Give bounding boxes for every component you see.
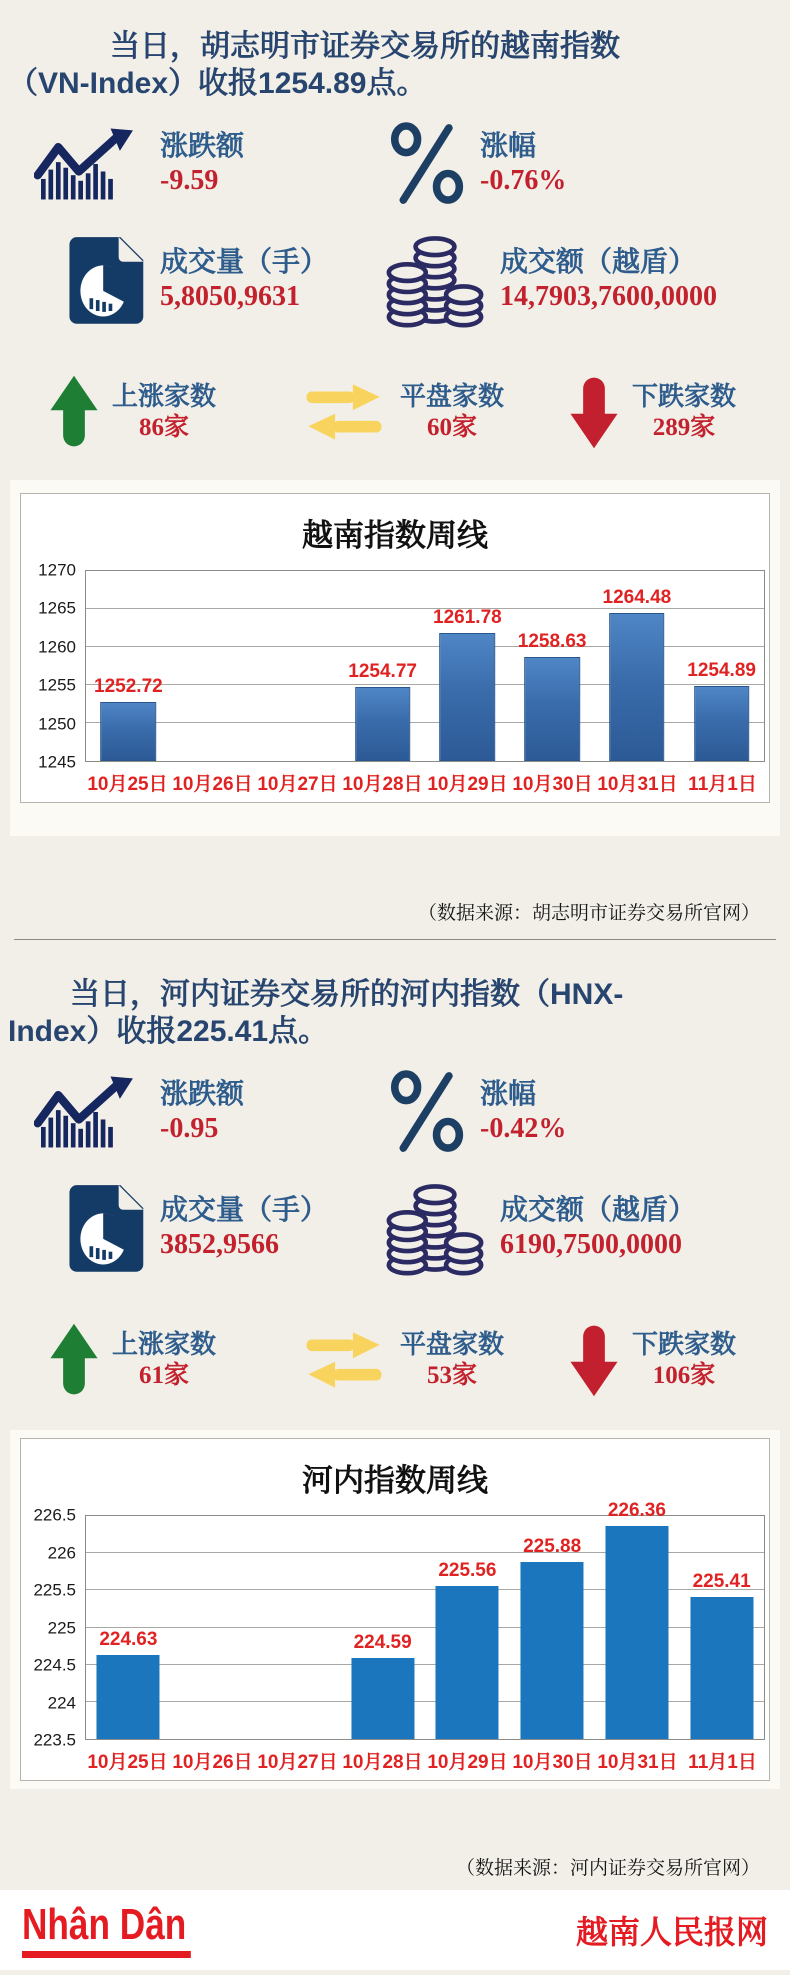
- section-title: [0, 976, 790, 1050]
- flat-arrows-icon: [300, 1327, 388, 1393]
- stat-label: 涨幅: [480, 1078, 537, 1110]
- y-tick-label: 1265: [38, 598, 76, 618]
- percent-icon: [390, 122, 466, 206]
- stat-label: 成交量（手）: [160, 1194, 329, 1226]
- x-tick-label: 10月31日: [597, 1751, 678, 1773]
- y-tick-label: 1245: [38, 752, 76, 772]
- up-arrow-icon: [48, 374, 100, 450]
- chart-title: 越南指数周线: [302, 518, 488, 553]
- section-title-line1: 当日，河内证券交易所的河内指数（HNX-: [70, 978, 624, 1011]
- stat-label: 成交额（越盾）: [500, 1194, 697, 1226]
- up-arrow-icon: [48, 1322, 100, 1398]
- stat-value: -0.42%: [480, 1113, 567, 1145]
- percent-icon: [390, 1070, 466, 1154]
- y-tick-label: 223.5: [33, 1730, 76, 1750]
- bar: [521, 1562, 584, 1739]
- stat-label: 成交量（手）: [160, 246, 329, 278]
- stats-row-1: [0, 122, 790, 206]
- bar: [101, 702, 157, 761]
- bar-value-label: 225.41: [692, 1571, 751, 1593]
- x-tick-label: 10月29日: [427, 1751, 508, 1773]
- bar-value-label: 1252.72: [94, 676, 163, 698]
- y-axis: [21, 1505, 85, 1750]
- x-axis: [85, 762, 765, 802]
- bar-value-label: 1264.48: [602, 586, 672, 608]
- section-vn-index: [0, 0, 790, 925]
- bar-value-label: 225.56: [438, 1559, 497, 1581]
- y-tick-label: 225.5: [33, 1580, 76, 1600]
- stat-value: -0.95: [160, 1113, 219, 1145]
- count-unchanged: [300, 379, 568, 445]
- y-tick-label: 225: [47, 1618, 76, 1637]
- x-axis: [85, 1740, 765, 1780]
- vn-index-chart: [20, 493, 770, 803]
- coins-icon: [384, 1180, 486, 1276]
- x-tick-label: 10月29日: [427, 773, 508, 795]
- footer: [0, 1890, 790, 1970]
- stats-row-2: [0, 1180, 790, 1276]
- stat-label: 成交额（越盾）: [500, 246, 697, 278]
- bar: [351, 1658, 414, 1739]
- x-tick-label: 11月1日: [688, 773, 757, 795]
- count-label: 平盘家数: [400, 380, 505, 411]
- bar-value-label: 224.59: [353, 1631, 412, 1653]
- bar: [355, 687, 411, 761]
- stat-change-percent: [390, 122, 790, 206]
- stat-value: -9.59: [160, 165, 219, 197]
- bar-value-label: 1261.78: [433, 607, 502, 629]
- stat-value: 3852,9566: [160, 1229, 279, 1261]
- count-value: 53家: [427, 1362, 478, 1389]
- bar-value-label: 1258.63: [517, 631, 587, 653]
- x-tick-label: 11月1日: [688, 1751, 757, 1773]
- count-value: 106家: [652, 1362, 716, 1389]
- plot-area: [85, 1500, 765, 1740]
- y-tick-label: 1250: [38, 714, 76, 734]
- stat-change-amount: [34, 126, 390, 202]
- bar: [440, 633, 496, 761]
- x-tick-label: 10月26日: [172, 773, 253, 795]
- bar-value-label: 225.88: [523, 1536, 582, 1558]
- x-tick-label: 10月28日: [342, 773, 423, 795]
- x-tick-label: 10月30日: [512, 773, 593, 795]
- counts-row: [0, 1322, 790, 1398]
- stats-row-1: [0, 1070, 790, 1154]
- section-title-line1: 当日，胡志明市证券交易所的越南指数: [110, 30, 620, 63]
- count-decliners: [568, 1322, 790, 1398]
- plot-area: [85, 570, 765, 762]
- bar: [524, 657, 580, 761]
- stats-row-2: [0, 232, 790, 328]
- count-decliners: [568, 374, 790, 450]
- bar: [609, 613, 665, 761]
- count-unchanged: [300, 1327, 568, 1393]
- y-tick-label: 1270: [38, 560, 76, 580]
- vn-index-chart-card: [10, 480, 780, 836]
- down-arrow-icon: [568, 1322, 620, 1398]
- trend-chart-icon: [34, 1074, 146, 1150]
- hnx-index-chart: [20, 1438, 770, 1781]
- y-tick-label: 224.5: [33, 1655, 76, 1675]
- bar: [605, 1526, 668, 1739]
- y-tick-label: 226: [47, 1543, 76, 1562]
- data-source-note: （数据来源：河内证券交易所官网）: [455, 1858, 760, 1879]
- x-tick-label: 10月30日: [512, 1751, 593, 1773]
- stat-volume: [64, 234, 390, 326]
- stat-value: 5,8050,9631: [160, 281, 300, 313]
- bar-value-label: 224.63: [99, 1629, 158, 1651]
- site-name: 越南人民报网: [575, 1914, 768, 1950]
- chart-title: 河内指数周线: [302, 1463, 488, 1498]
- bar-value-label: 1254.77: [348, 660, 417, 682]
- section-divider: [14, 939, 776, 940]
- count-label: 上涨家数: [112, 380, 217, 411]
- count-label: 下跌家数: [632, 380, 737, 411]
- bar-value-label: 226.36: [607, 1500, 666, 1522]
- y-tick-label: 1255: [38, 675, 76, 695]
- section-hnx-index: [0, 976, 790, 1880]
- volume-document-icon: [64, 234, 146, 326]
- volume-document-icon: [64, 1182, 146, 1274]
- x-tick-label: 10月25日: [87, 1751, 168, 1773]
- hnx-index-chart-card: [10, 1430, 780, 1789]
- count-advancers: [48, 1322, 300, 1398]
- count-value: 289家: [652, 414, 716, 441]
- stat-value: -0.76%: [480, 165, 567, 197]
- count-advancers: [48, 374, 300, 450]
- bar: [97, 1655, 160, 1739]
- section-title-line2: （VN-Index）收报1254.89点。: [8, 67, 427, 100]
- stat-change-amount: [34, 1074, 390, 1150]
- section-title: [0, 0, 790, 102]
- bar: [694, 686, 750, 761]
- stat-label: 涨跌额: [160, 1078, 245, 1110]
- stat-label: 涨幅: [480, 130, 537, 162]
- y-tick-label: 226.5: [33, 1505, 76, 1525]
- stat-label: 涨跌额: [160, 130, 245, 162]
- down-arrow-icon: [568, 374, 620, 450]
- y-axis: [21, 560, 85, 772]
- y-tick-label: 224: [47, 1693, 76, 1713]
- bar: [690, 1597, 753, 1739]
- stat-volume: [64, 1182, 390, 1274]
- x-tick-label: 10月26日: [172, 1751, 253, 1773]
- trend-chart-icon: [34, 126, 146, 202]
- bar: [436, 1586, 499, 1739]
- data-source-note: （数据来源：胡志明市证券交易所官网）: [417, 903, 760, 924]
- section-title-line2: Index）收报225.41点。: [8, 1015, 329, 1048]
- stat-turnover: [384, 232, 790, 328]
- count-label: 下跌家数: [632, 1328, 737, 1359]
- stat-value: 14,7903,7600,0000: [500, 281, 717, 313]
- x-tick-label: 10月28日: [342, 1751, 423, 1773]
- x-tick-label: 10月27日: [257, 773, 338, 795]
- stat-change-percent: [390, 1070, 790, 1154]
- count-label: 平盘家数: [400, 1328, 505, 1359]
- x-tick-label: 10月25日: [87, 773, 168, 795]
- stat-turnover: [384, 1180, 790, 1276]
- nhan-dan-logo: Nhân Dân: [22, 1902, 191, 1958]
- flat-arrows-icon: [300, 379, 388, 445]
- bar-value-label: 1254.89: [687, 659, 756, 681]
- x-tick-label: 10月27日: [257, 1751, 338, 1773]
- counts-row: [0, 374, 790, 450]
- stat-value: 6190,7500,0000: [500, 1229, 682, 1261]
- y-tick-label: 1260: [38, 637, 76, 657]
- coins-icon: [384, 232, 486, 328]
- gridline: [86, 608, 764, 609]
- count-value: 61家: [139, 1362, 190, 1389]
- count-label: 上涨家数: [112, 1328, 217, 1359]
- count-value: 86家: [139, 414, 190, 441]
- count-value: 60家: [427, 414, 478, 441]
- x-tick-label: 10月31日: [597, 773, 678, 795]
